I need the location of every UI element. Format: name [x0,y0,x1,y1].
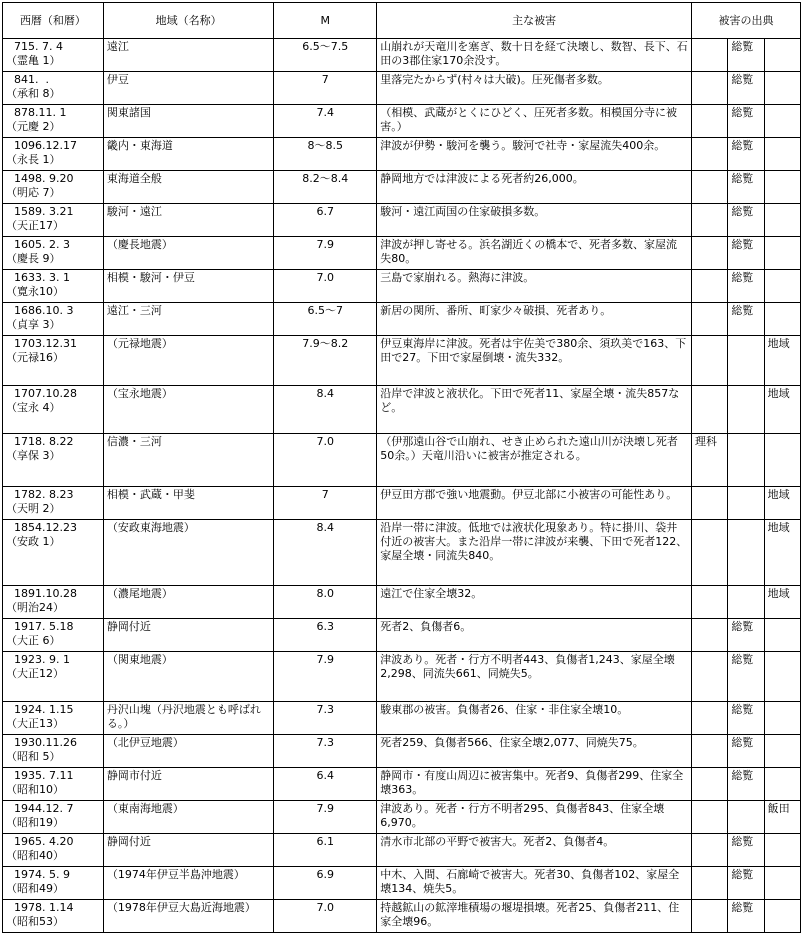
date-cell [3,767,104,800]
damage-cell: 清水市北部の平野で被害大。死者2、負傷者4。 [377,833,692,866]
table-row [3,39,801,72]
western-date: 1978. 1.14 [14,900,74,914]
header-date: 西暦（和暦） [3,3,104,39]
japanese-era: （明治24） [6,601,64,615]
table-row [3,237,801,270]
source-cell-3 [764,701,800,734]
table-row [3,734,801,767]
source-cell-2: 総覧 [728,701,764,734]
japanese-era: （宝永 4） [6,400,61,414]
region-cell: 静岡付近 [103,619,273,652]
source-cell-1 [692,270,728,303]
source-cell-1 [692,486,728,519]
source-cell-3: 地域 [764,520,800,586]
date-cell [3,652,104,702]
date-cell [3,336,104,386]
source-cell-3: 地域 [764,385,800,434]
table-row [3,270,801,303]
table-row [3,72,801,105]
source-cell-3 [764,767,800,800]
source-cell-2: 総覧 [728,138,764,171]
magnitude-cell: 6.3 [274,619,377,652]
source-cell-2: 総覧 [728,270,764,303]
date-cell [3,734,104,767]
header-magnitude: M [274,3,377,39]
western-date: 1686.10. 3 [14,304,74,318]
region-cell: 伊豆 [103,72,273,105]
magnitude-cell: 7.0 [274,270,377,303]
damage-cell: 津波あり。死者・行方不明者443、負傷者1,243、家屋全壊2,298、同流失661、同焼失5。 [377,652,692,702]
western-date: 878.11. 1 [14,106,67,120]
source-cell-2 [728,385,764,434]
source-cell-1 [692,833,728,866]
source-cell-3: 地域 [764,486,800,519]
western-date: 1703.12.31 [14,337,77,351]
source-cell-3 [764,270,800,303]
earthquake-damage-table [2,2,801,933]
table-row [3,586,801,619]
table-row [3,899,801,932]
source-cell-1 [692,138,728,171]
magnitude-cell: 6.1 [274,833,377,866]
source-cell-2 [728,586,764,619]
source-cell-3 [764,866,800,899]
damage-cell: （相模、武蔵がとくにひどく、圧死者多数。相模国分寺に被害。） [377,105,692,138]
header-source: 被害の出典 [692,3,801,39]
date-cell [3,586,104,619]
source-cell-1 [692,619,728,652]
japanese-era: （元慶 2） [6,120,61,134]
japanese-era: （天明 2） [6,501,61,515]
western-date: 1965. 4.20 [14,834,74,848]
source-cell-3 [764,899,800,932]
japanese-era: （永長 1） [6,153,61,167]
source-cell-2: 総覧 [728,171,764,204]
source-cell-2 [728,800,764,833]
source-cell-2: 総覧 [728,619,764,652]
western-date: 1633. 3. 1 [14,271,70,285]
region-cell: （宝永地震） [103,385,273,434]
damage-cell: 津波が押し寄せる。浜名湖近くの橋本で、死者多数、家屋流失80。 [377,237,692,270]
damage-cell: 伊豆東海岸に津波。死者は宇佐美で380余、須玖美で163、下田で27。下田で家屋倒壊・流失332。 [377,336,692,386]
date-cell [3,303,104,336]
japanese-era: （大正13） [6,716,64,730]
date-cell [3,899,104,932]
source-cell-1 [692,767,728,800]
source-cell-1 [692,171,728,204]
magnitude-cell: 7.0 [274,434,377,487]
japanese-era: （安政 1） [6,535,61,549]
date-cell [3,520,104,586]
japanese-era: （天正17） [6,219,64,233]
western-date: 1854.12.23 [14,521,77,535]
damage-cell: 津波あり。死者・行方不明者295、負傷者843、住家全壊6,970。 [377,800,692,833]
magnitude-cell: 8.0 [274,586,377,619]
source-cell-1 [692,72,728,105]
source-cell-2: 総覧 [728,767,764,800]
table-row [3,619,801,652]
damage-cell: （伊那遠山谷で山崩れ、せき止められた遠山川が決壊し死者50余。）天竜川沿いに被害が推定される。 [377,434,692,487]
damage-cell: 里落完たからず(村々は大破)。圧死傷者多数。 [377,72,692,105]
magnitude-cell: 6.7 [274,204,377,237]
damage-cell: 伊豆田方郡で強い地震動。伊豆北部に小被害の可能性あり。 [377,486,692,519]
source-cell-3: 飯田 [764,800,800,833]
western-date: 1589. 3.21 [14,205,74,219]
header-damage: 主な被害 [377,3,692,39]
date-cell [3,138,104,171]
table-row [3,866,801,899]
magnitude-cell: 7 [274,72,377,105]
western-date: 1891.10.28 [14,587,77,601]
source-cell-2: 総覧 [728,652,764,702]
date-cell [3,270,104,303]
date-cell [3,800,104,833]
japanese-era: （慶長 9） [6,252,61,266]
source-cell-3: 地域 [764,336,800,386]
japanese-era: （明応 7） [6,186,61,200]
magnitude-cell: 7.9 [274,652,377,702]
japanese-era: （昭和53） [6,914,64,928]
source-cell-3 [764,72,800,105]
japanese-era: （貞享 3） [6,318,61,332]
table-row [3,204,801,237]
source-cell-1 [692,734,728,767]
date-cell [3,434,104,487]
western-date: 841. . [14,73,49,87]
western-date: 1935. 7.11 [14,768,74,782]
source-cell-3 [764,833,800,866]
western-date: 1923. 9. 1 [14,653,70,667]
magnitude-cell: 7.9 [274,237,377,270]
source-cell-2: 総覧 [728,39,764,72]
region-cell: 静岡市付近 [103,767,273,800]
source-cell-3 [764,619,800,652]
western-date: 1718. 8.22 [14,435,74,449]
western-date: 1096.12.17 [14,139,77,153]
region-cell: 東海道全般 [103,171,273,204]
source-cell-3 [764,138,800,171]
damage-cell: 死者2、負傷者6。 [377,619,692,652]
magnitude-cell: 7 [274,486,377,519]
western-date: 1930.11.26 [14,735,77,749]
source-cell-2: 総覧 [728,734,764,767]
damage-cell: 新居の関所、番所、町家少々破損、死者あり。 [377,303,692,336]
source-cell-1 [692,800,728,833]
damage-cell: 死者259、負傷者566、住家全壊2,077、同焼失75。 [377,734,692,767]
source-cell-2 [728,434,764,487]
magnitude-cell: 7.3 [274,734,377,767]
date-cell [3,619,104,652]
date-cell [3,105,104,138]
western-date: 1707.10.28 [14,386,77,400]
source-cell-1 [692,303,728,336]
date-cell [3,833,104,866]
magnitude-cell: 7.0 [274,899,377,932]
source-cell-2: 総覧 [728,303,764,336]
region-cell: （東南海地震） [103,800,273,833]
date-cell [3,171,104,204]
table-row [3,303,801,336]
date-cell [3,237,104,270]
source-cell-3 [764,204,800,237]
source-cell-1 [692,39,728,72]
table-row [3,434,801,487]
table-row [3,652,801,702]
table-row [3,767,801,800]
table-row [3,701,801,734]
date-cell [3,486,104,519]
header-row [3,3,801,39]
table-row [3,833,801,866]
source-cell-1 [692,204,728,237]
damage-cell: 沿岸一帯に津波。低地では液状化現象あり。特に掛川、袋井付近の被害大。また沿岸一帯に津波が来襲、下田で死者122、家屋全壊・同流失840。 [377,520,692,586]
source-cell-2 [728,520,764,586]
region-cell: （関東地震） [103,652,273,702]
source-cell-2 [728,486,764,519]
region-cell: 畿内・東海道 [103,138,273,171]
damage-cell: 山崩れが天竜川を塞ぎ、数十日を経て決壊し、数智、長下、石田の3郡住家170余没す。 [377,39,692,72]
region-cell: （濃尾地震） [103,586,273,619]
magnitude-cell: 7.9～8.2 [274,336,377,386]
region-cell: 駿河・遠江 [103,204,273,237]
region-cell: （安政東海地震） [103,520,273,586]
source-cell-3 [764,237,800,270]
source-cell-1 [692,899,728,932]
source-cell-3 [764,734,800,767]
date-cell [3,72,104,105]
region-cell: （慶長地震） [103,237,273,270]
western-date: 1974. 5. 9 [14,867,70,881]
magnitude-cell: 7.3 [274,701,377,734]
table-row [3,171,801,204]
table-row [3,105,801,138]
region-cell: 静岡付近 [103,833,273,866]
damage-cell: 中木、入間、石廊崎で被害大。死者30、負傷者102、家屋全壊134、焼失5。 [377,866,692,899]
source-cell-2: 総覧 [728,105,764,138]
damage-cell: 駿河・遠江両国の住家破損多数。 [377,204,692,237]
source-cell-3 [764,171,800,204]
source-cell-1: 理科 [692,434,728,487]
japanese-era: （享保 3） [6,449,61,463]
magnitude-cell: 6.4 [274,767,377,800]
header-region: 地域（名称） [103,3,273,39]
japanese-era: （昭和40） [6,848,64,862]
source-cell-2: 総覧 [728,237,764,270]
source-cell-3 [764,39,800,72]
damage-cell: 持越鉱山の鉱滓堆積場の堰堤損壊。死者25、負傷者211、住家全壊96。 [377,899,692,932]
table-row [3,800,801,833]
source-cell-3 [764,434,800,487]
source-cell-3: 地域 [764,586,800,619]
table-row [3,138,801,171]
japanese-era: （昭和19） [6,815,64,829]
source-cell-1 [692,520,728,586]
region-cell: 遠江 [103,39,273,72]
region-cell: 相模・駿河・伊豆 [103,270,273,303]
japanese-era: （寛永10） [6,285,64,299]
magnitude-cell: 8.2～8.4 [274,171,377,204]
region-cell: （1974年伊豆半島沖地震） [103,866,273,899]
magnitude-cell: 6.9 [274,866,377,899]
damage-cell: 駿東郡の被害。負傷者26、住家・非住家全壊10。 [377,701,692,734]
source-cell-1 [692,701,728,734]
table-row [3,486,801,519]
japanese-era: （昭和49） [6,881,64,895]
date-cell [3,866,104,899]
date-cell [3,39,104,72]
magnitude-cell: 7.9 [274,800,377,833]
table-row [3,385,801,434]
region-cell: （1978年伊豆大島近海地震） [103,899,273,932]
source-cell-2: 総覧 [728,899,764,932]
source-cell-1 [692,385,728,434]
magnitude-cell: 7.4 [274,105,377,138]
region-cell: 信濃・三河 [103,434,273,487]
region-cell: （元禄地震） [103,336,273,386]
western-date: 1917. 5.18 [14,620,74,634]
source-cell-2: 総覧 [728,833,764,866]
japanese-era: （承和 8） [6,87,61,101]
western-date: 715. 7. 4 [14,40,63,53]
table-row [3,336,801,386]
date-cell [3,385,104,434]
source-cell-3 [764,105,800,138]
date-cell [3,701,104,734]
table-row [3,520,801,586]
source-cell-1 [692,866,728,899]
magnitude-cell: 8.4 [274,385,377,434]
source-cell-1 [692,105,728,138]
western-date: 1924. 1.15 [14,702,74,716]
source-cell-2: 総覧 [728,72,764,105]
date-cell [3,204,104,237]
western-date: 1498. 9.20 [14,172,74,186]
damage-cell: 静岡市・有度山周辺に被害集中。死者9、負傷者299、住家全壊363。 [377,767,692,800]
source-cell-1 [692,652,728,702]
source-cell-1 [692,586,728,619]
magnitude-cell: 6.5～7.5 [274,39,377,72]
region-cell: 遠江・三河 [103,303,273,336]
japanese-era: （元禄16） [6,351,64,365]
damage-cell: 津波が伊勢・駿河を襲う。駿河で社寺・家屋流失400余。 [377,138,692,171]
damage-cell: 遠江で住家全壊32。 [377,586,692,619]
damage-cell: 沿岸で津波と液状化。下田で死者11、家屋全壊・流失857など。 [377,385,692,434]
japanese-era: （昭和10） [6,782,64,796]
source-cell-3 [764,303,800,336]
japanese-era: （霊亀 1） [6,54,61,67]
source-cell-1 [692,237,728,270]
magnitude-cell: 6.5～7 [274,303,377,336]
japanese-era: （大正 6） [6,634,61,648]
japanese-era: （大正12） [6,667,64,681]
region-cell: 丹沢山塊（丹沢地震とも呼ばれる。） [103,701,273,734]
source-cell-2: 総覧 [728,866,764,899]
damage-cell: 静岡地方では津波による死者約26,000。 [377,171,692,204]
magnitude-cell: 8.4 [274,520,377,586]
magnitude-cell: 8～8.5 [274,138,377,171]
damage-cell: 三島で家崩れる。熱海に津波。 [377,270,692,303]
western-date: 1605. 2. 3 [14,238,70,252]
western-date: 1782. 8.23 [14,487,74,501]
source-cell-3 [764,652,800,702]
source-cell-1 [692,336,728,386]
source-cell-2 [728,336,764,386]
western-date: 1944.12. 7 [14,801,74,815]
japanese-era: （昭和 5） [6,749,61,763]
region-cell: （北伊豆地震） [103,734,273,767]
region-cell: 関東諸国 [103,105,273,138]
region-cell: 相模・武蔵・甲斐 [103,486,273,519]
source-cell-2: 総覧 [728,204,764,237]
